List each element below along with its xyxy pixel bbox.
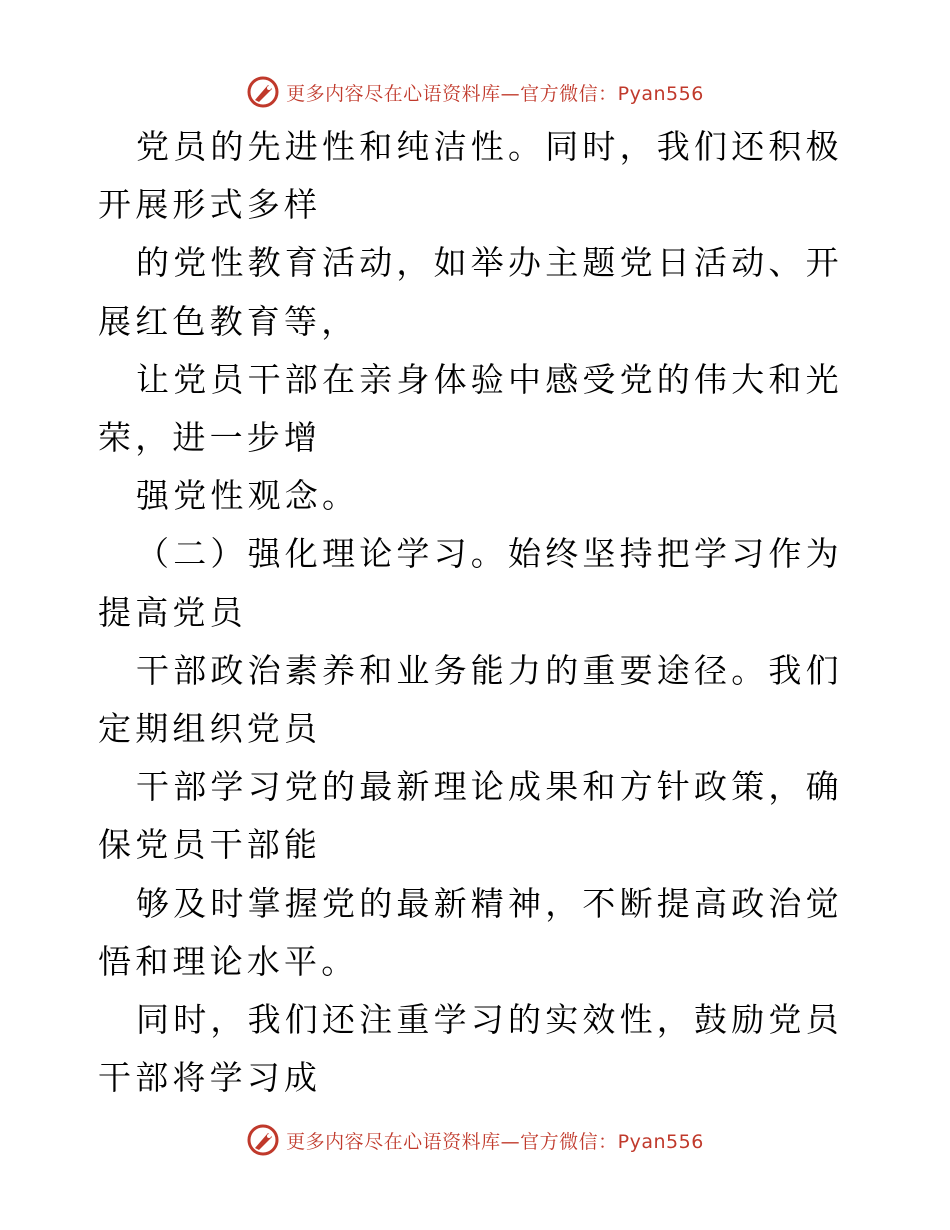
paragraph: （二）强化理论学习。始终坚持把学习作为提高党员 (98, 534, 843, 632)
footer-text: 更多内容尽在心语资料库—官方微信：Pyan556 (286, 1130, 704, 1153)
paragraph: 党员的先进性和纯洁性。同时，我们还积极开展形式多样 (98, 127, 843, 225)
paragraph: 强党性观念。 (136, 476, 360, 516)
footer-watermark (246, 1123, 704, 1157)
paragraph: 同时，我们还注重学习的实效性，鼓励党员干部将学习成 (98, 1000, 843, 1098)
paragraph: 的党性教育活动，如举办主题党日活动、开展红色教育等， (98, 243, 843, 341)
pen-nib-circle-icon (246, 75, 280, 109)
page-footer (0, 1120, 950, 1160)
header-text: 更多内容尽在心语资料库—官方微信：Pyan556 (286, 82, 704, 105)
header-watermark (246, 75, 704, 109)
page-header (0, 72, 950, 112)
paragraph: 够及时掌握党的最新精神，不断提高政治觉悟和理论水平。 (98, 883, 843, 981)
pen-nib-circle-icon (246, 1123, 280, 1157)
paragraph: 干部政治素养和业务能力的重要途径。我们定期组织党员 (98, 650, 843, 749)
paragraph: 干部学习党的最新理论成果和方针政策，确保党员干部能 (98, 767, 843, 865)
document-body (98, 118, 858, 1107)
paragraph: 让党员干部在亲身体验中感受党的伟大和光荣，进一步增 (98, 359, 843, 458)
